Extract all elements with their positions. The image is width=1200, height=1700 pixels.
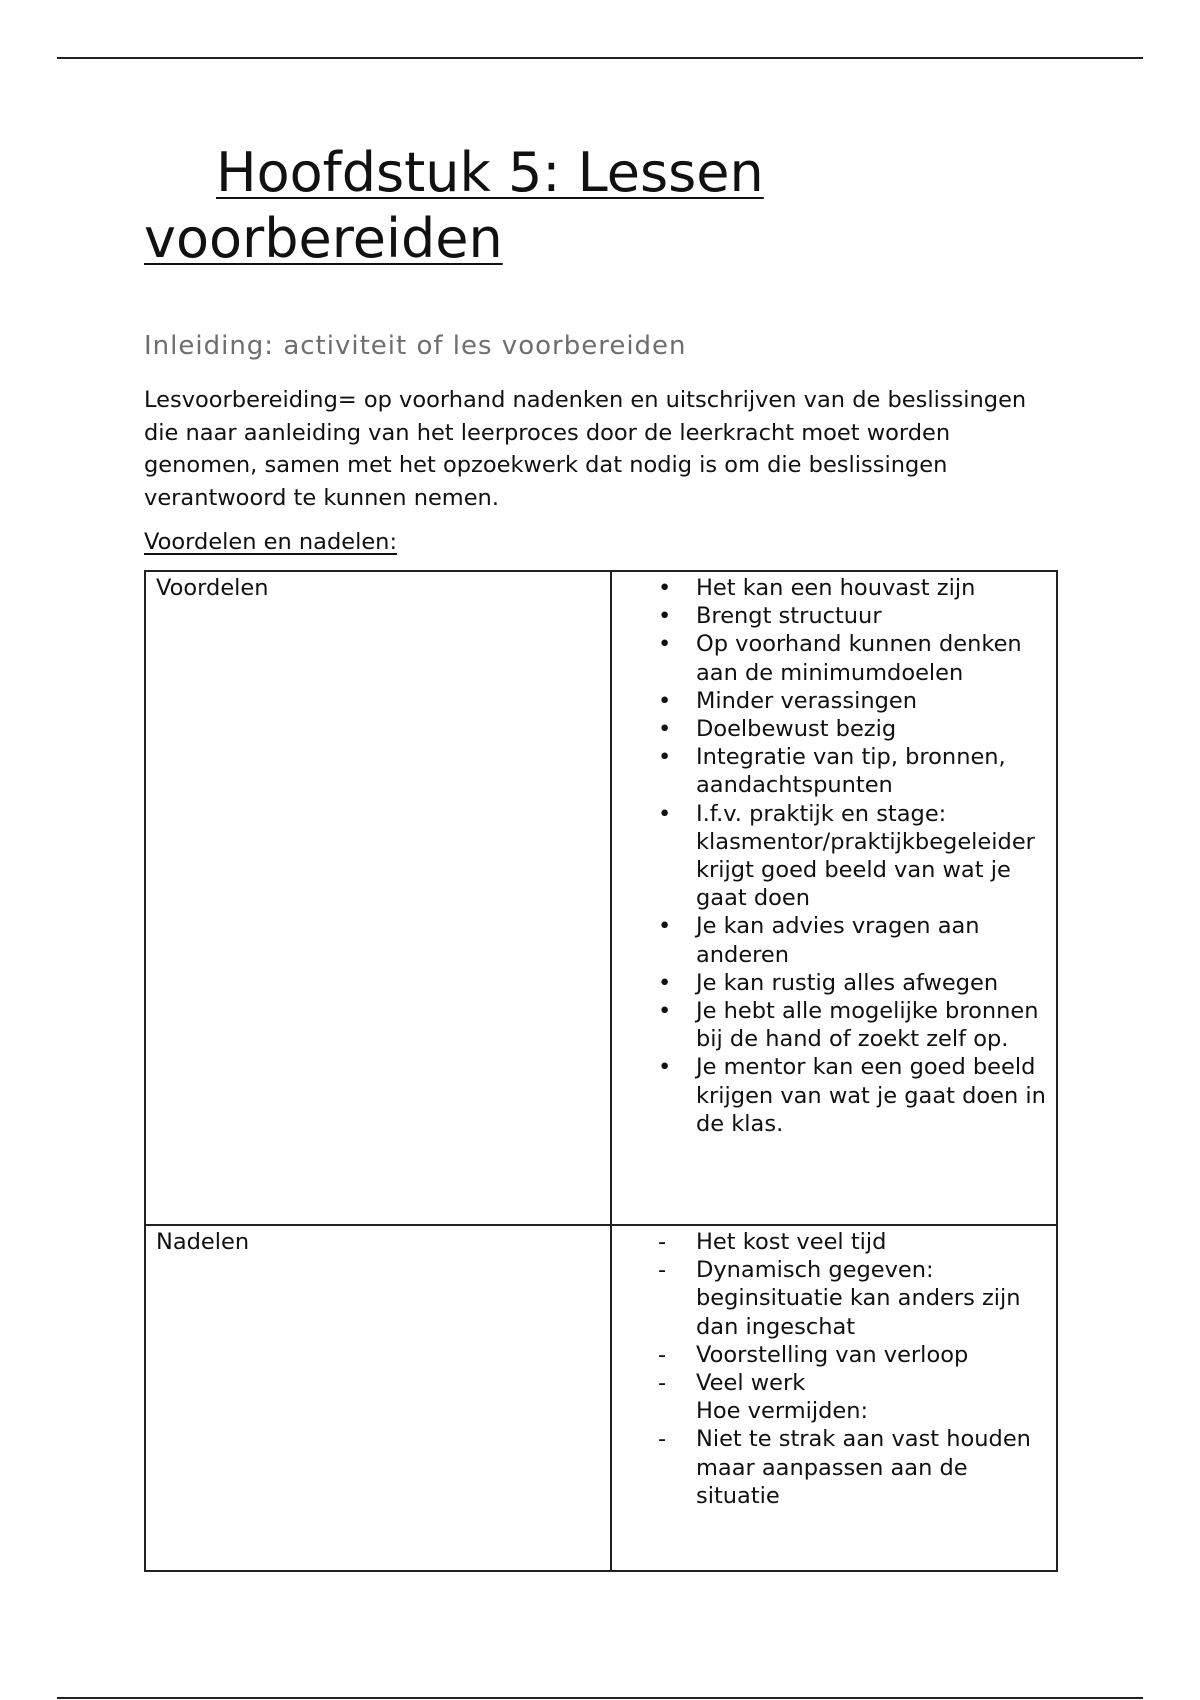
list-item-text: Veel werk [696, 1370, 806, 1397]
pros-marker: • [658, 603, 672, 630]
cons-label-cell [145, 1225, 611, 1571]
list-item [612, 574, 1048, 602]
pros-marker: • [658, 1054, 672, 1081]
top-rule [57, 57, 1143, 59]
pros-cons-heading: Voordelen en nadelen: [144, 529, 398, 555]
pros-marker: • [658, 913, 672, 940]
list-item [612, 969, 1048, 997]
pros-marker: • [658, 631, 672, 658]
list-item [612, 1397, 1048, 1425]
cons-list [612, 1228, 1048, 1510]
intro-paragraph: Lesvoorbereiding= op voorhand nadenken en uitschrijven van de beslissingen die naar aanleiding van het leerproces door de leerkracht moet worden genomen, samen met het opzoekwerk dat nodig is om die beslissingen verantwoord te kunnen nemen. [144, 387, 1027, 511]
list-item-text: Minder verassingen [696, 687, 917, 714]
list-item [612, 1425, 1048, 1510]
cons-label: Nadelen [156, 1229, 250, 1255]
cons-list-cell [611, 1225, 1057, 1571]
list-item [612, 715, 1048, 743]
cons-marker: - [658, 1257, 667, 1284]
list-item-text: Je mentor kan een goed beeld krijgen van wat je gaat doen in de klas. [696, 1054, 1046, 1137]
pros-marker: • [658, 998, 672, 1025]
list-item-text: Integratie van tip, bronnen, aandachtspunten [696, 744, 1006, 799]
pros-label-cell [145, 571, 611, 1225]
list-item [612, 912, 1048, 968]
table-row-pros [145, 571, 1057, 1225]
pros-list-cell [611, 571, 1057, 1225]
cons-marker: - [658, 1426, 667, 1453]
section-subtitle: Inleiding: activiteit of les voorbereiden [144, 331, 687, 361]
list-item [612, 1369, 1048, 1397]
pros-marker: • [658, 800, 672, 827]
list-item-text: Hoe vermijden: [696, 1398, 869, 1425]
bottom-rule [57, 1697, 1143, 1699]
page-title-line2: voorbereiden [144, 207, 503, 270]
list-item [612, 800, 1048, 913]
list-item-text: Doelbewust bezig [696, 716, 897, 743]
list-item-text: I.f.v. praktijk en stage: klasmentor/praktijkbegeleider krijgt goed beeld van wat je gaat doen [696, 800, 1035, 912]
list-item-text: Dynamisch gegeven: beginsituatie kan anders zijn dan ingeschat [696, 1257, 1021, 1340]
list-item-text: Voorstelling van verloop [696, 1341, 969, 1368]
cons-marker: - [658, 1341, 667, 1368]
list-item [612, 1256, 1048, 1341]
cons-marker: - [658, 1229, 667, 1255]
table-row-cons [145, 1225, 1057, 1571]
cons-marker: - [658, 1370, 667, 1397]
pros-marker: • [658, 687, 672, 714]
list-item [612, 997, 1048, 1053]
page-title-line1: Hoofdstuk 5: Lessen [216, 141, 764, 204]
pros-marker: • [658, 575, 672, 601]
list-item-text: Op voorhand kunnen denken aan de minimumdoelen [696, 631, 1022, 686]
page-title [144, 140, 1064, 272]
pros-marker: • [658, 716, 672, 743]
list-item-text: Je kan rustig alles afwegen [696, 969, 999, 996]
list-item [612, 602, 1048, 630]
page-content [144, 140, 1064, 1572]
pros-cons-table [144, 570, 1058, 1572]
list-item-text: Je kan advies vragen aan anderen [696, 913, 980, 968]
list-item-text: Niet te strak aan vast houden maar aanpassen aan de situatie [696, 1426, 1031, 1509]
list-item [612, 743, 1048, 799]
list-item [612, 1341, 1048, 1369]
list-item [612, 1228, 1048, 1256]
list-item [612, 687, 1048, 715]
list-item-text: Het kan een houvast zijn [696, 575, 976, 601]
list-item [612, 630, 1048, 686]
list-item-text: Brengt structuur [696, 603, 882, 630]
pros-list [612, 574, 1048, 1138]
pros-marker: • [658, 744, 672, 771]
pros-marker: • [658, 969, 672, 996]
pros-label: Voordelen [156, 575, 269, 601]
list-item-text: Je hebt alle mogelijke bronnen bij de hand of zoekt zelf op. [696, 998, 1039, 1053]
list-item [612, 1053, 1048, 1138]
list-item-text: Het kost veel tijd [696, 1229, 887, 1255]
